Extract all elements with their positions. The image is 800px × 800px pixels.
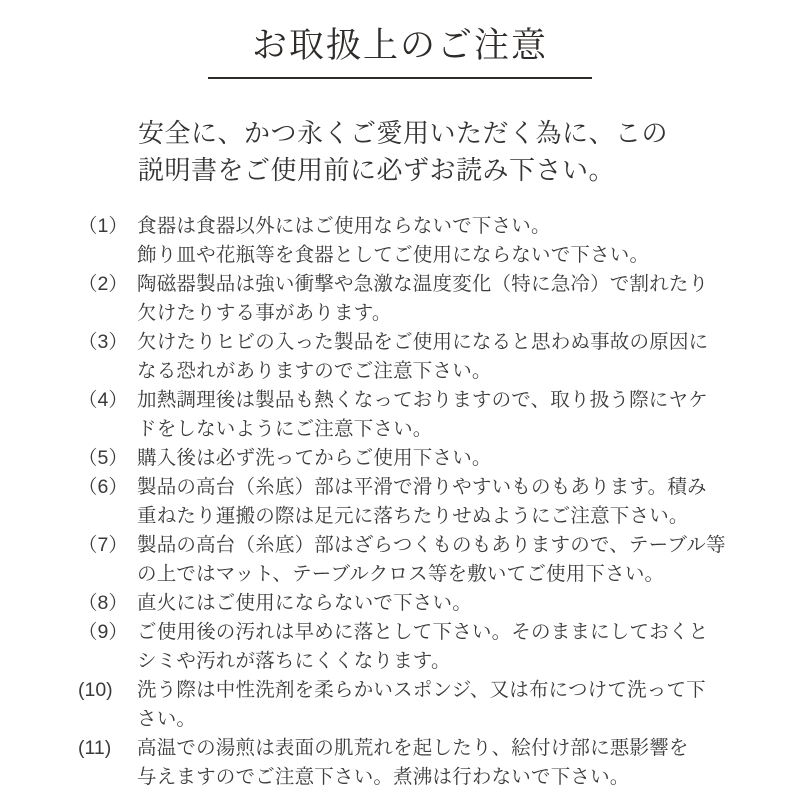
item-number: （6） [78, 476, 128, 498]
intro-line-1: 安全に、かつ永くご愛用いただく為に、この [138, 118, 669, 148]
item-text [137, 444, 740, 473]
item-text [137, 270, 740, 328]
list-item [78, 270, 740, 328]
item-text-line: 直火にはご使用にならないで下さい。 [137, 592, 472, 614]
item-text-line: 重ねたり運搬の際は足元に落ちたりせぬようにご注意下さい。 [137, 505, 689, 527]
list-item [78, 618, 740, 676]
item-text [137, 531, 740, 589]
list-item [78, 444, 740, 473]
item-text [137, 589, 740, 618]
list-item [78, 734, 740, 792]
intro-text [138, 115, 800, 189]
list-item [78, 212, 740, 270]
item-text-line: 与えますのでご注意下さい。煮沸は行わないで下さい。 [137, 766, 630, 788]
item-text-line: の上ではマット、テーブルクロス等を敷いてご使用下さい。 [137, 563, 665, 585]
item-number: （1） [78, 215, 128, 237]
item-number: （3） [78, 331, 128, 353]
item-text [137, 386, 740, 444]
item-text-line: 加熱調理後は製品も熱くなっておりますので、取り扱う際にヤケ [137, 389, 708, 411]
item-text [137, 618, 740, 676]
precaution-list [0, 212, 800, 792]
list-item [78, 386, 740, 444]
item-text-line: さい。 [137, 708, 197, 730]
item-text [137, 328, 740, 386]
item-number: (10) [78, 679, 113, 701]
item-text-line: 飾り皿や花瓶等を食器としてご使用にならないで下さい。 [137, 244, 650, 266]
item-text-line: 欠けたりヒビの入った製品をご使用になると思わぬ事故の原因に [137, 331, 709, 353]
item-text-line: 購入後は必ず洗ってからご使用下さい。 [137, 447, 492, 469]
intro-line-2: 説明書をご使用前に必ずお読み下さい。 [138, 155, 616, 185]
page-title: お取扱上のご注意 [208, 16, 592, 79]
list-item [78, 328, 740, 386]
item-text-line: ご使用後の汚れは早めに落として下さい。そのままにしておくと [137, 621, 709, 643]
item-text-line: 製品の高台（糸底）部はざらつくものもありますので、テーブル等 [137, 534, 726, 556]
list-item [78, 589, 740, 618]
item-number: （7） [78, 534, 128, 556]
item-number: （4） [78, 389, 128, 411]
item-number: (11) [78, 737, 112, 759]
list-item [78, 531, 740, 589]
item-text-line: 陶磁器製品は強い衝撃や急激な温度変化（特に急冷）で割れたり [137, 273, 709, 295]
item-text [137, 212, 740, 270]
item-text [137, 734, 740, 792]
item-text-line: ドをしないようにご注意下さい。 [137, 418, 433, 440]
item-number: （5） [78, 447, 128, 469]
item-text-line: 高温での湯煎は表面の肌荒れを起したり、絵付け部に悪影響を [137, 737, 689, 759]
item-text-line: 食器は食器以外にはご使用ならないで下さい。 [137, 215, 551, 237]
list-item [78, 676, 740, 734]
item-text-line: 洗う際は中性洗剤を柔らかいスポンジ、又は布につけて洗って下 [137, 679, 706, 701]
title-section [0, 0, 800, 79]
item-text-line: シミや汚れが落ちにくくなります。 [137, 650, 451, 672]
item-text-line: なる恐れがありますのでご注意下さい。 [137, 360, 492, 382]
item-text [137, 473, 740, 531]
item-text [137, 676, 740, 734]
item-text-line: 製品の高台（糸底）部は平滑で滑りやすいものもあります。積み [137, 476, 707, 498]
list-item [78, 473, 740, 531]
item-number: （2） [78, 273, 128, 295]
item-number: （8） [78, 592, 128, 614]
item-number: （9） [78, 621, 128, 643]
item-text-line: 欠けたりする事があります。 [137, 302, 392, 324]
